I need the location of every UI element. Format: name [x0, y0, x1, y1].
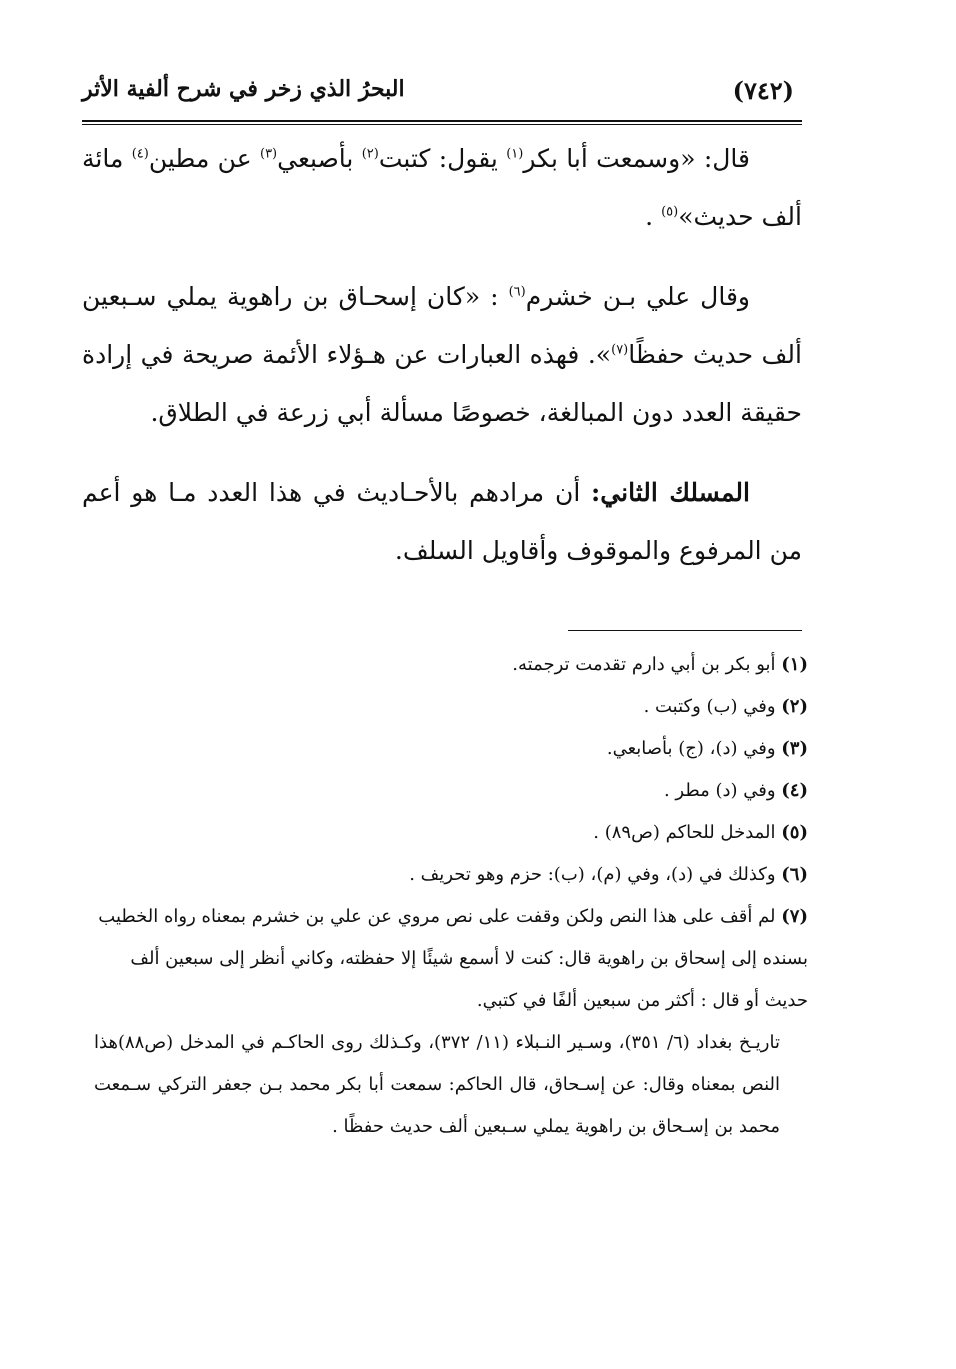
footnote-text: وفي (د) مطر .: [663, 780, 782, 801]
footnote-divider: [568, 630, 802, 631]
footnote-text: المدخل للحاكم (ص٨٩) .: [593, 822, 782, 843]
text-run: قال: «وسمعت أبا بكر: [523, 144, 750, 173]
main-text: [82, 130, 802, 580]
footnote-ref-6[interactable]: (٦): [508, 284, 526, 300]
footnotes: [94, 644, 808, 1148]
footnote-ref-2[interactable]: (٢): [361, 146, 379, 162]
text-run: .: [645, 202, 662, 231]
footnote-number: (٢): [781, 696, 808, 717]
footnote-ref-7[interactable]: (٧): [611, 342, 629, 358]
text-run: : «كان إسحـاق بن راهوية يملي سـبعين ألف حديث حفظًا: [82, 282, 802, 369]
text-run: بأصبعي: [277, 144, 362, 173]
footnote-number: (٦): [781, 864, 808, 885]
paragraph-quote-abu-bakr: [82, 130, 802, 246]
footnote-text: وكذلك في (د)، وفي (م)، (ب): حزم وهو تحريف .: [409, 864, 782, 885]
footnote-ref-1[interactable]: (١): [506, 146, 524, 162]
section-label: المسلك الثاني:: [591, 478, 750, 507]
page-number: (٧٤٢): [732, 76, 794, 105]
text-run: عن مطين: [148, 144, 260, 173]
paragraph-second-approach: [82, 464, 802, 580]
text-run: أن مرادهم بالأحـاديث في هذا العدد مـا هو أعم من المرفوع والموقوف وأقاويل السلف.: [82, 478, 802, 565]
footnote-1: [94, 644, 808, 686]
footnote-text: لم أقف على هذا النص ولكن وقفت على نص مروي عن علي بن خشرم بمعناه رواه الخطيب بسنده إلى إسحاق بن راهوية قال: كنت لا أسمع شيئًا إلا حفظته، وكاني أنظر إلى سبعين ألف حديث أو قال : أكثر من سبعين ألفًا في كتبي.: [98, 906, 808, 1011]
text-run: يقول: كتبت: [378, 144, 507, 173]
footnote-text: وفي (ب) وكتبت .: [643, 696, 782, 717]
footnote-ref-4[interactable]: (٤): [131, 146, 149, 162]
text-run: ». فهذه العبارات عن هـؤلاء الأئمة صريحة في إرادة حقيقة العدد دون المبالغة، خصوصًا مسألة أبي زرعة في الطلاق.: [82, 340, 802, 427]
page-header: [82, 72, 800, 116]
footnote-text: أبو بكر بن أبي دارم تقدمت ترجمته.: [512, 654, 782, 675]
footnote-3: [94, 728, 808, 770]
footnote-number: (٤): [781, 780, 808, 801]
footnote-2: [94, 686, 808, 728]
footnote-text: وفي (د)، (ج) بأصابعي.: [606, 738, 782, 759]
paragraph-quote-ali: [82, 268, 802, 442]
footnote-number: (٥): [781, 822, 808, 843]
footnote-number: (٧): [781, 906, 808, 927]
footnote-ref-3[interactable]: (٣): [259, 146, 278, 162]
footnote-number: (١): [781, 654, 808, 675]
header-divider: [82, 120, 802, 125]
footnote-4: [94, 770, 808, 812]
footnote-6: [94, 854, 808, 896]
footnote-7: [94, 896, 808, 1022]
book-title: البحرُ الذي زخر في شرح ألفية الأثر: [82, 76, 405, 102]
footnote-ref-5[interactable]: (٥): [661, 204, 679, 220]
footnote-7-continuation: تاريـخ بغداد (٦/ ٣٥١)، وسـير النـبلاء (١١/ ٣٧٢)، وكـذلك روى الحاكـم في المدخل (ص٨٨)هذا النص بمعناه وقال: عن إسـحاق، قال الحاكم: سمعت أبا بكر محمد بـن جعفر التركي سـمعت محمد بن إسـحاق بن راهوية يملي سـبعين ألف حديث حفظًا .: [94, 1032, 780, 1137]
text-run: وقال علي بـن خشرم: [525, 282, 750, 311]
footnote-number: (٣): [781, 738, 808, 759]
text-run: مائة ألف حديث»: [82, 144, 802, 231]
footnote-5: [94, 812, 808, 854]
